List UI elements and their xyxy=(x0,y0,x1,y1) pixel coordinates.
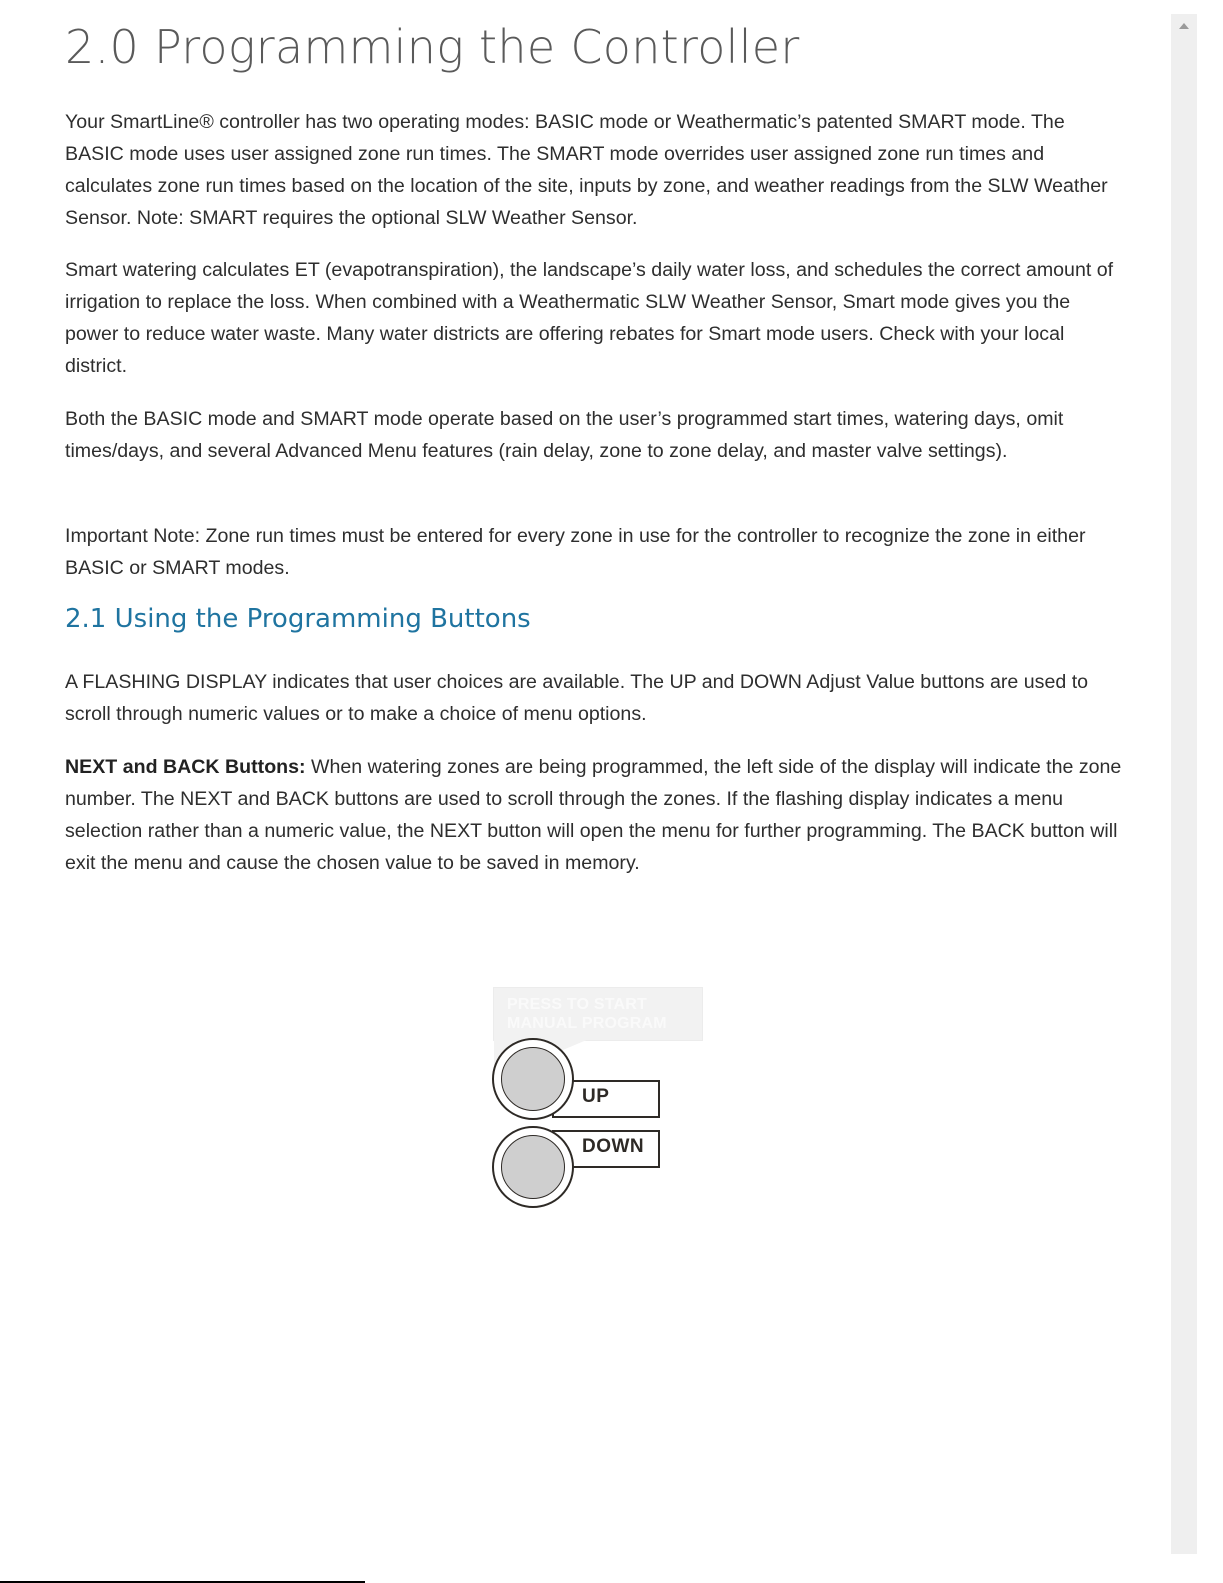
down-button-face xyxy=(501,1135,565,1199)
next-back-text: When watering zones are being programmed, the left side of the display will indicate the zone number. The NEXT and BACK buttons are used to scroll through the zones. If the flashing display indicates a menu selection rather than a numeric value, the NEXT button will open the menu for further programming. The BACK button will exit the menu and cause the chosen value to be saved in memory. xyxy=(65,756,1122,874)
intro-paragraph: Your SmartLine® controller has two operating modes: BASIC mode or Weathermatic’s patented SMART mode. The BASIC mode uses user assigned zone run times. The SMART mode overrides user assigned zone run times and calculates zone run times based on the location of the site, inputs by zone, and weather readings from the SLW Weather Sensor. Note: SMART requires the optional SLW Weather Sensor. xyxy=(65,111,1108,229)
next-back-paragraph xyxy=(65,751,1125,879)
down-button-icon xyxy=(492,1126,574,1208)
next-back-label: NEXT and BACK Buttons: xyxy=(65,756,306,778)
flashing-display-paragraph: A FLASHING DISPLAY indicates that user choices are available. The UP and DOWN Adjust Value buttons are used to scroll through numeric values or to make a choice of menu options. xyxy=(65,671,1089,725)
vertical-scrollbar[interactable] xyxy=(1171,14,1197,1554)
modes-operation-paragraph: Both the BASIC mode and SMART mode operate based on the user’s programmed start times, watering days, omit times/days, and several Advanced Menu features (rain delay, zone to zone delay, and master valve settings). xyxy=(65,408,1064,462)
up-label: UP xyxy=(582,1086,610,1107)
section-heading: 2.1 Using the Programming Buttons xyxy=(65,604,531,634)
callout-line-1: PRESS TO START xyxy=(507,996,648,1013)
down-label: DOWN xyxy=(582,1136,645,1157)
up-button-icon xyxy=(492,1038,574,1120)
up-button-face xyxy=(501,1047,565,1111)
scroll-up-arrow-icon[interactable] xyxy=(1171,14,1197,40)
page-title: 2.0 Programming the Controller xyxy=(65,20,800,74)
callout-line-2: MANUAL PROGRAM xyxy=(507,1015,667,1032)
smart-watering-paragraph: Smart watering calculates ET (evapotranspiration), the landscape’s daily water loss, and schedules the correct amount of irrigation to replace the loss. When combined with a Weathermatic SLW Weather Sensor, Smart mode gives you the power to reduce water waste. Many water districts are offering rebates for Smart mode users. Check with your local district. xyxy=(65,259,1114,377)
important-note-paragraph: Important Note: Zone run times must be entered for every zone in use for the controller to recognize the zone in either BASIC or SMART modes. xyxy=(65,525,1086,579)
manual-program-callout xyxy=(493,987,703,1041)
programming-buttons-figure xyxy=(462,978,727,1218)
